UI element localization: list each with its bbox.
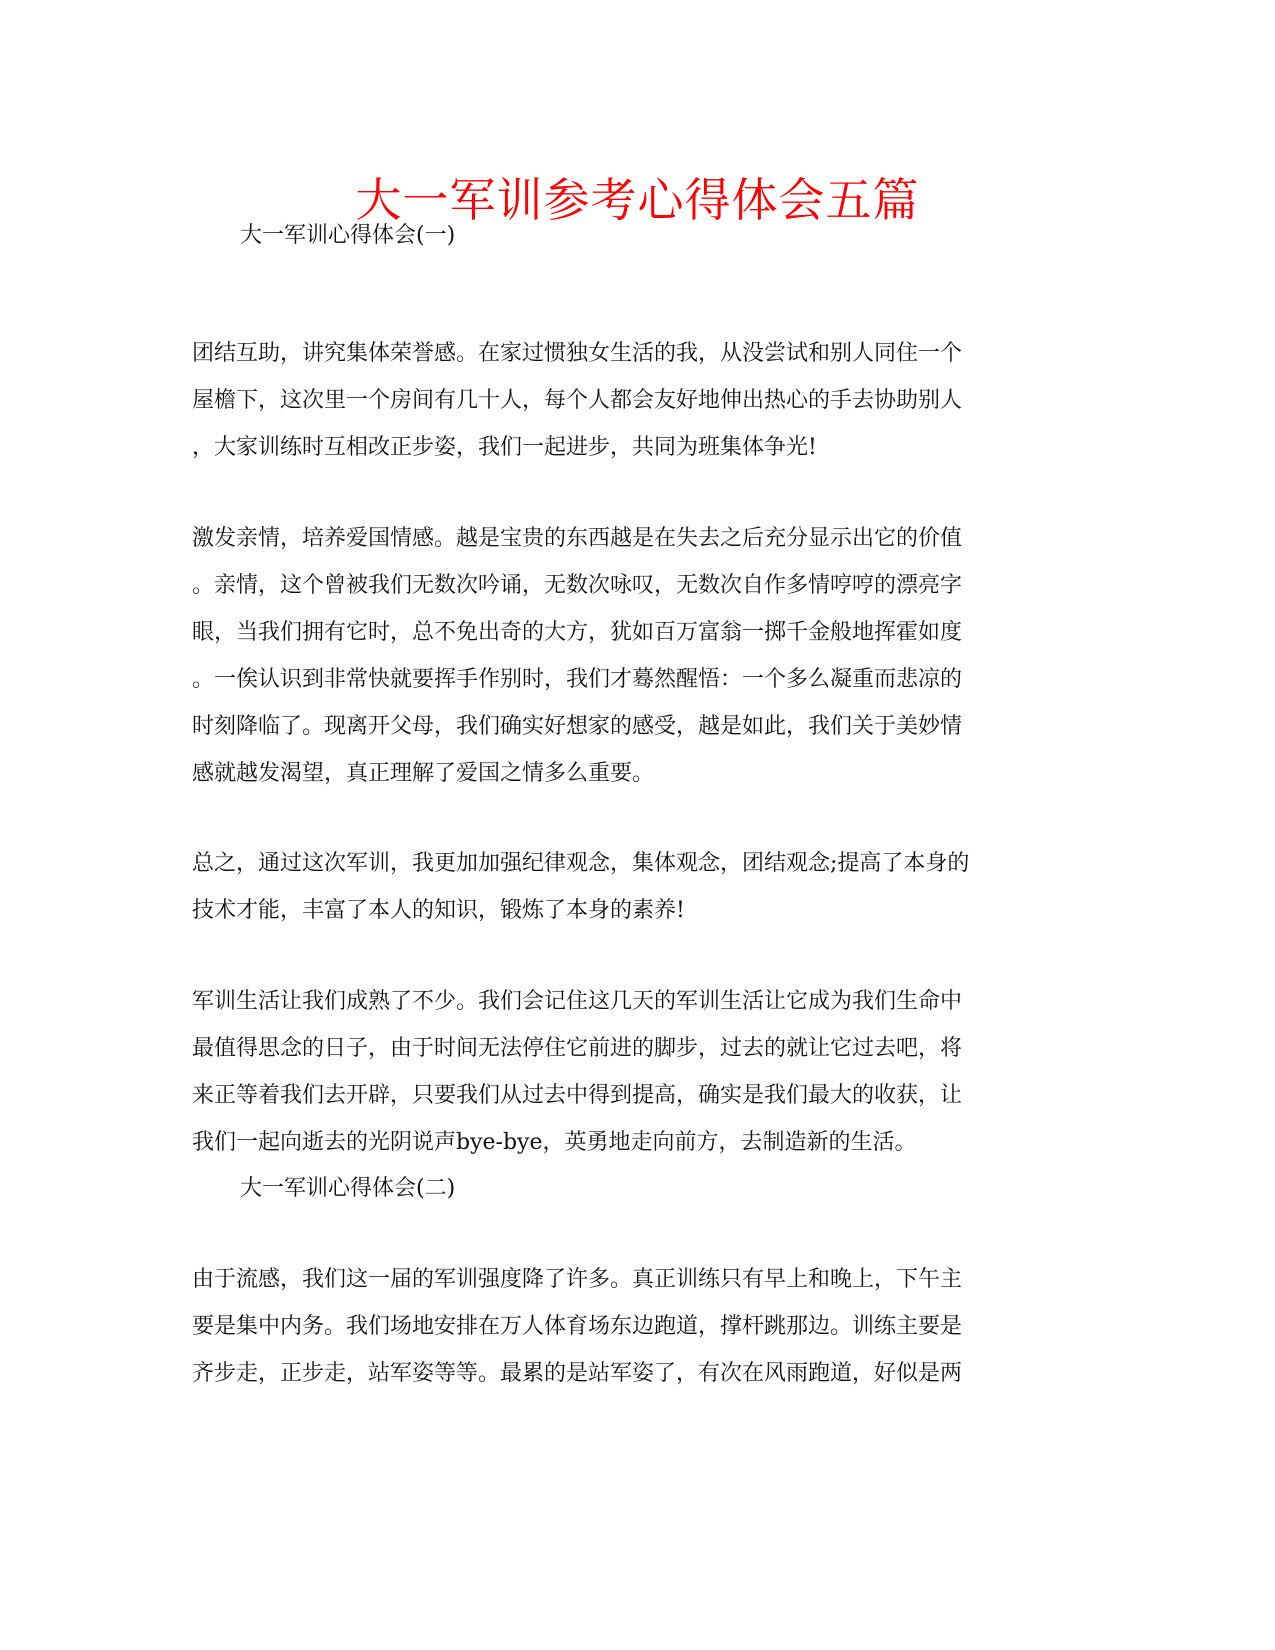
text-line: 军训生活让我们成熟了不少。我们会记住这几天的军训生活让它成为我们生命中: [192, 989, 963, 1014]
text-line: 要是集中内务。我们场地安排在万人体育场东边跑道，撑杆跳那边。训练主要是: [192, 1314, 963, 1339]
paragraph-5: [192, 1256, 1092, 1397]
text-line: 激发亲情，培养爱国情感。越是宝贵的东西越是在失去之后充分显示出它的价值: [192, 526, 963, 551]
document-title: 大一军训参考心得体会五篇: [355, 173, 920, 227]
paragraph-1: [192, 330, 1092, 471]
text-line: 总之，通过这次军训，我更加加强纪律观念，集体观念，团结观念;提高了本身的: [192, 851, 970, 876]
section-heading-2: 大一军训心得体会(二): [240, 1176, 456, 1201]
text-line: 。一俟认识到非常快就要挥手作别时，我们才蓦然醒悟：一个多么凝重而悲凉的: [192, 667, 963, 692]
text-line: 齐步走，正步走，站军姿等等。最累的是站军姿了，有次在风雨跑道，好似是两: [192, 1361, 963, 1386]
text-line: 感就越发渴望，真正理解了爱国之情多么重要。: [192, 761, 655, 786]
text-line: 最值得思念的日子，由于时间无法停住它前进的脚步，过去的就让它过去吧，将: [192, 1036, 963, 1061]
text-line: 团结互助，讲究集体荣誉感。在家过惯独女生活的我，从没尝试和别人同住一个: [192, 341, 963, 366]
text-line: 时刻降临了。现离开父母，我们确实好想家的感受，越是如此，我们关于美妙情: [192, 714, 963, 739]
paragraph-3: [192, 840, 1092, 934]
paragraph-2: [192, 515, 1092, 797]
text-line: 我们一起向逝去的光阴说声bye-bye，英勇地走向前方，去制造新的生活。: [192, 1130, 917, 1155]
text-line: 屋檐下，这次里一个房间有几十人，每个人都会友好地伸出热心的手去协助别人: [192, 388, 963, 413]
text-line: 来正等着我们去开辟，只要我们从过去中得到提高，确实是我们最大的收获，让: [192, 1083, 963, 1108]
text-line: 眼，当我们拥有它时，总不免出奇的大方，犹如百万富翁一掷千金般地挥霍如度: [192, 620, 963, 645]
text-line: 技术才能，丰富了本人的知识，锻炼了本身的素养!: [192, 898, 685, 923]
section-heading-1: 大一军训心得体会(一): [240, 223, 456, 248]
text-line: 由于流感，我们这一届的军训强度降了许多。真正训练只有早上和晚上，下午主: [192, 1267, 963, 1292]
paragraph-4: [192, 978, 1092, 1166]
text-line: ，大家训练时互相改正步姿，我们一起进步，共同为班集体争光!: [192, 435, 817, 460]
text-line: 。亲情，这个曾被我们无数次吟诵，无数次咏叹，无数次自作多情哼哼的漂亮字: [192, 573, 963, 598]
